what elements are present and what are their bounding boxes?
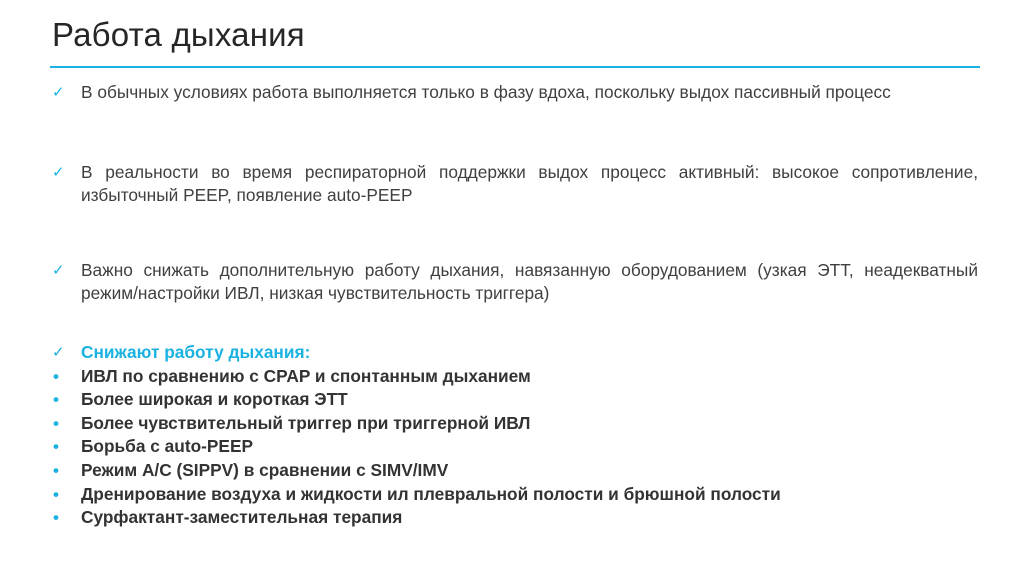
list-item-text: Режим A/C (SIPPV) в сравнении с SIMV/IMV: [81, 459, 449, 480]
paragraph-3: [52, 259, 978, 305]
bullet-icon: •: [53, 366, 59, 386]
paragraph-text: В обычных условиях работа выполняется только в фазу вдоха, поскольку выдох пассивный процесс: [81, 82, 891, 102]
bullet-icon: •: [53, 460, 59, 480]
list-item: [52, 365, 978, 389]
reduce-work-list: [52, 341, 978, 530]
list-item-text: Более чувствительный триггер при триггерной ИВЛ: [81, 412, 531, 433]
bullet-icon: •: [53, 508, 59, 528]
list-item: [52, 483, 978, 507]
list-item: [52, 435, 978, 459]
list-item-text: Дренирование воздуха и жидкости ил плевральной полости и брюшной полости: [81, 483, 781, 504]
title-underline: [50, 66, 980, 68]
bullet-icon: •: [53, 437, 59, 457]
list-item-text: ИВЛ по сравнению с CPAP и спонтанным дыханием: [81, 365, 531, 386]
checkmark-icon: ✓: [52, 164, 65, 181]
list-item-text: Борьба с auto-PEEP: [81, 436, 253, 457]
checkmark-icon: ✓: [52, 344, 65, 361]
bullet-icon: •: [53, 413, 59, 433]
list-heading: [52, 341, 978, 365]
checkmark-icon: ✓: [52, 84, 65, 101]
list-item: [52, 506, 978, 530]
paragraph-text: В реальности во время респираторной поддержки выдох процесс активный: высокое сопротивление, избыточный PEEP, появление auto-PEEP: [81, 162, 978, 205]
paragraph-1: [52, 81, 978, 104]
list-item: [52, 459, 978, 483]
list-item: [52, 388, 978, 412]
list-item-text: Более широкая и короткая ЭТТ: [81, 389, 348, 410]
list-item-text: Сурфактант-заместительная терапия: [81, 507, 403, 528]
slide-title: Работа дыхания: [52, 16, 305, 53]
paragraph-text: Важно снижать дополнительную работу дыхания, навязанную оборудованием (узкая ЭТТ, неадекватный режим/настройки ИВЛ, низкая чувствительность триггера): [81, 260, 978, 303]
checkmark-icon: ✓: [52, 262, 65, 279]
paragraph-2: [52, 161, 978, 207]
list-item: [52, 412, 978, 436]
bullet-icon: •: [53, 484, 59, 504]
list-heading-text: Снижают работу дыхания:: [81, 342, 311, 362]
bullet-icon: •: [53, 390, 59, 410]
